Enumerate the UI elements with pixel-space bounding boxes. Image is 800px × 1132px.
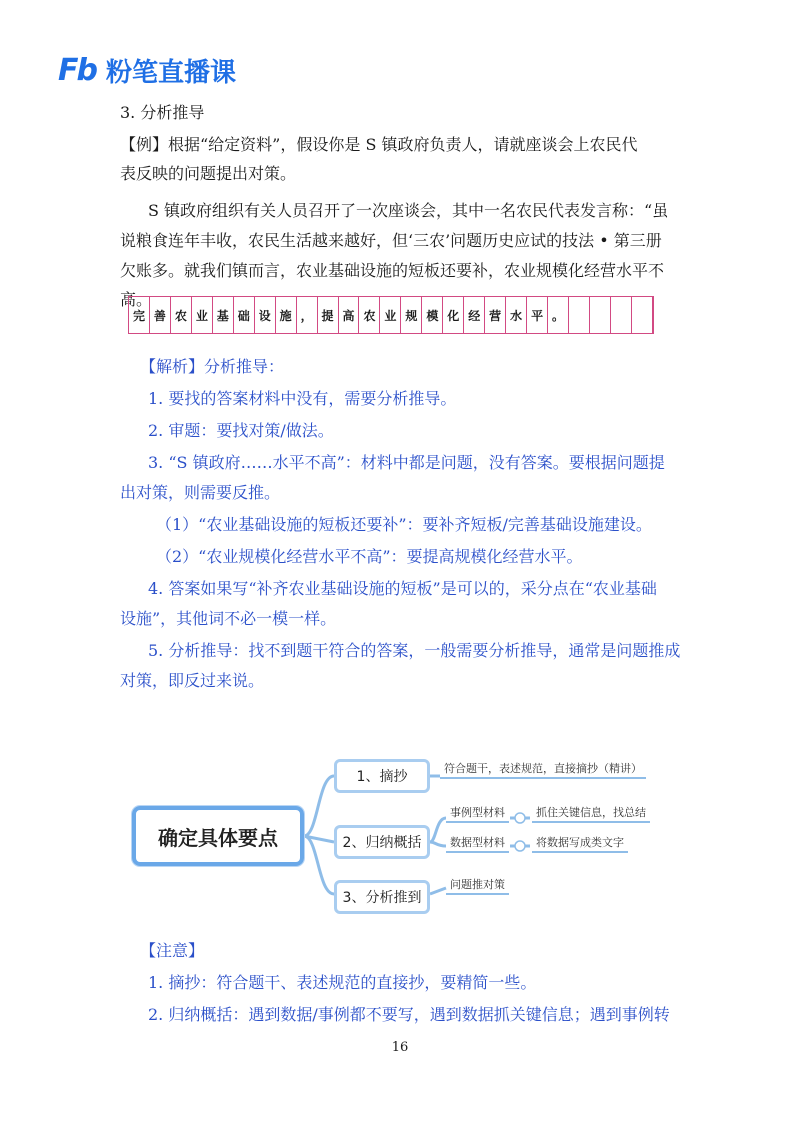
note-title: 【注意】 bbox=[140, 941, 205, 960]
answer-grid-cell: 模 bbox=[422, 297, 443, 333]
answer-grid-cell: 。 bbox=[548, 297, 569, 333]
mindmap-root: 确定具体要点 bbox=[132, 806, 304, 866]
analysis-item-5b: 对策，即反过来说。 bbox=[120, 671, 265, 690]
answer-grid-cell: 础 bbox=[234, 297, 255, 333]
analysis-item-2: 2. 审题：要找对策/做法。 bbox=[148, 421, 334, 440]
page-number: 16 bbox=[391, 1040, 409, 1055]
answer-grid-cell: 完 bbox=[129, 297, 150, 333]
analysis-title: 【解析】分析推导： bbox=[140, 357, 285, 376]
analysis-sub-1: （1）“农业基础设施的短板还要补”：要补齐短板/完善基础设施建设。 bbox=[156, 515, 652, 534]
answer-grid-cell: 农 bbox=[359, 297, 380, 333]
example-line-4: 说粮食连年丰收，农民生活越来越好，但‘三农’问题历史应试的技法 • 第三册 bbox=[120, 231, 662, 250]
mindmap-leaf-excerpt: 符合题干，表述规范，直接摘抄（精讲） bbox=[440, 760, 646, 779]
answer-grid-cell: 营 bbox=[485, 297, 506, 333]
brand-name: 粉笔直播课 bbox=[105, 58, 236, 88]
answer-grid-cell: 平 bbox=[527, 297, 548, 333]
mindmap-leaf-case: 事例型材料 bbox=[446, 804, 509, 823]
analysis-item-4b: 设施”，其他词不必一模一样。 bbox=[120, 609, 337, 628]
answer-grid-cell: 善 bbox=[150, 297, 171, 333]
analysis-item-5a: 5. 分析推导：找不到题干符合的答案，一般需要分析推导，通常是问题推成 bbox=[148, 641, 681, 660]
example-line-3: S 镇政府组织有关人员召开了一次座谈会，其中一名农民代表发言称：“虽 bbox=[148, 201, 669, 220]
answer-grid-cell: 化 bbox=[443, 297, 464, 333]
answer-grid-cell: 规 bbox=[401, 297, 422, 333]
answer-grid-cell: 高 bbox=[339, 297, 360, 333]
answer-grid-cell: 设 bbox=[255, 297, 276, 333]
answer-grid-cell: 业 bbox=[192, 297, 213, 333]
analysis-sub-2: （2）“农业规模化经营水平不高”：要提高规模化经营水平。 bbox=[156, 547, 583, 566]
note-item-1: 1. 摘抄：符合题干、表述规范的直接抄，要精简一些。 bbox=[148, 973, 537, 992]
answer-grid-cell: 提 bbox=[318, 297, 339, 333]
answer-grid-cell: 水 bbox=[506, 297, 527, 333]
analysis-item-3b: 出对策，则需要反推。 bbox=[120, 483, 281, 502]
mindmap-branch-analyze: 3、分析推到 bbox=[334, 880, 430, 914]
section-title: 3. 分析推导 bbox=[120, 103, 205, 122]
answer-grid-cell: 施 bbox=[276, 297, 297, 333]
mindmap-leaf-case-detail: 抓住关键信息，找总结 bbox=[532, 804, 650, 823]
answer-grid-cell: 经 bbox=[464, 297, 485, 333]
mindmap-leaf-analyze: 问题推对策 bbox=[446, 876, 509, 895]
answer-grid-cell: 业 bbox=[380, 297, 401, 333]
example-line-2: 表反映的问题提出对策。 bbox=[120, 164, 297, 183]
analysis-item-4a: 4. 答案如果写“补齐农业基础设施的短板”是可以的，采分点在“农业基础 bbox=[148, 579, 657, 598]
answer-grid-cell: 农 bbox=[171, 297, 192, 333]
analysis-item-3a: 3. “S 镇政府……水平不高”：材料中都是问题，没有答案。要根据问题提 bbox=[148, 453, 665, 472]
answer-grid-cell: 基 bbox=[213, 297, 234, 333]
example-line-1: 【例】根据“给定资料”，假设你是 S 镇政府负责人，请就座谈会上农民代 bbox=[120, 135, 638, 154]
note-item-2: 2. 归纳概括：遇到数据/事例都不要写，遇到数据抓关键信息；遇到事例转 bbox=[148, 1005, 670, 1024]
example-line-5: 欠账多。就我们镇而言，农业基础设施的短板还要补，农业规模化经营水平不高。 bbox=[120, 261, 665, 309]
mindmap-leaf-data-detail: 将数据写成类文字 bbox=[532, 834, 628, 853]
mindmap-branch-excerpt: 1、摘抄 bbox=[334, 759, 430, 793]
answer-grid-cell: ， bbox=[297, 297, 318, 333]
logo-mark: Fb bbox=[58, 53, 96, 88]
analysis-item-1: 1. 要找的答案材料中没有，需要分析推导。 bbox=[148, 389, 457, 408]
mindmap-leaf-data: 数据型材料 bbox=[446, 834, 509, 853]
mindmap-branch-summarize: 2、归纳概括 bbox=[334, 825, 430, 859]
